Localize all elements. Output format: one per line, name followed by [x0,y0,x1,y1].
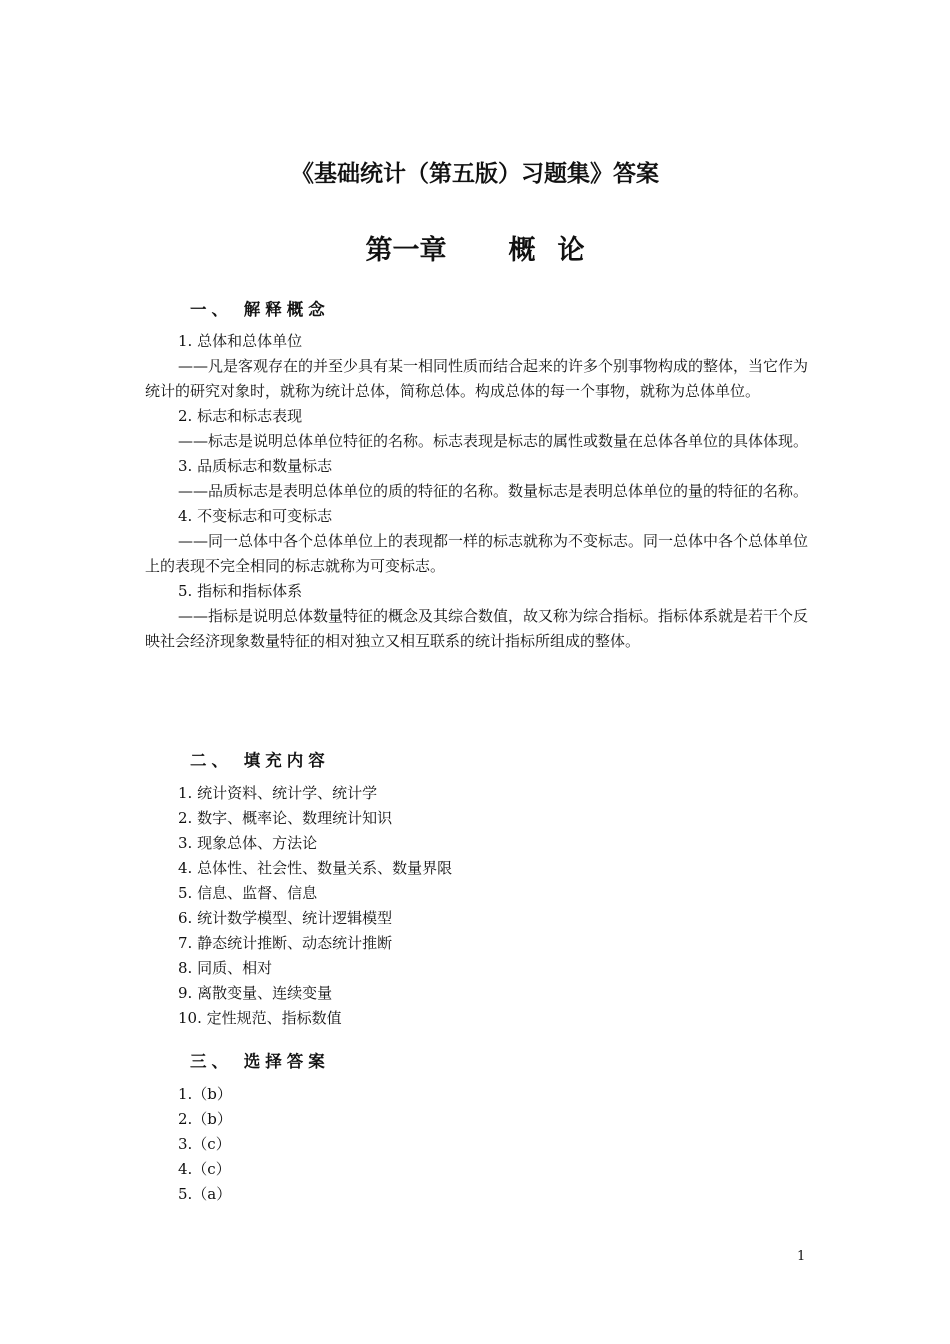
section-definitions [0,298,950,654]
list-item: 4. 总体性、社会性、数量关系、数量界限 [178,859,453,877]
page-number: 1 [797,1249,806,1264]
list-item: 6. 统计数学模型、统计逻辑模型 [178,909,393,927]
list-item: 5.（a） [178,1185,232,1203]
chapter-name-second: 论 [557,235,585,266]
list-item: 7. 静态统计推断、动态统计推断 [178,934,393,952]
list-item: 9. 离散变量、连续变量 [178,984,333,1002]
definition-term: 1. 总体和总体单位 [178,332,303,350]
document-title: 《基础统计（第五版）习题集》答案 [291,160,659,187]
definition-term: 3. 品质标志和数量标志 [178,457,333,475]
definitions-list [145,329,809,654]
definition-text: ——标志是说明总体单位特征的名称。标志表现是标志的属性或数量在总体各单位的具体体现。 [178,432,809,450]
list-item: 1.（b） [178,1085,232,1103]
section-heading: 二、 填充内容 [190,751,330,770]
definition-text: ——凡是客观存在的并至少具有某一相同性质而结合起来的许多个别事物构成的整体，当它作为统计的研究对象时，就称为统计总体，简称总体。构成总体的每一个事物，就称为总体单位。 [145,357,809,400]
chapter-name-first: 概 [508,235,536,266]
chapter-label: 第一章 [365,235,447,266]
chapter-heading [0,233,950,269]
section-heading: 一、 解释概念 [190,300,330,319]
list-item: 10. 定性规范、指标数值 [178,1009,342,1027]
list-item: 2.（b） [178,1110,232,1128]
definition-text: ——指标是说明总体数量特征的概念及其综合数值，故又称为综合指标。指标体系就是若干个反映社会经济现象数量特征的相对独立又相互联系的统计指标所组成的整体。 [145,607,809,650]
list-item: 1. 统计资料、统计学、统计学 [178,784,378,802]
definition-text: ——同一总体中各个总体单位上的表现都一样的标志就称为不变标志。同一总体中各个总体单位上的表现不完全相同的标志就称为可变标志。 [145,532,809,575]
choices-list [145,1082,809,1207]
list-item: 8. 同质、相对 [178,959,273,977]
list-item: 5. 信息、监督、信息 [178,884,318,902]
section-choices [0,1050,950,1207]
list-item: 3. 现象总体、方法论 [178,834,318,852]
definition-term: 5. 指标和指标体系 [178,582,303,600]
list-item: 3.（c） [178,1135,231,1153]
fill-in-list [145,781,809,1031]
section-fill-in [0,749,950,1031]
list-item: 4.（c） [178,1160,231,1178]
list-item: 2. 数字、概率论、数理统计知识 [178,809,393,827]
definition-term: 4. 不变标志和可变标志 [178,507,333,525]
definition-term: 2. 标志和标志表现 [178,407,303,425]
section-heading: 三、 选择答案 [190,1052,330,1071]
definition-text: ——品质标志是表明总体单位的质的特征的名称。数量标志是表明总体单位的量的特征的名称。 [178,482,809,500]
